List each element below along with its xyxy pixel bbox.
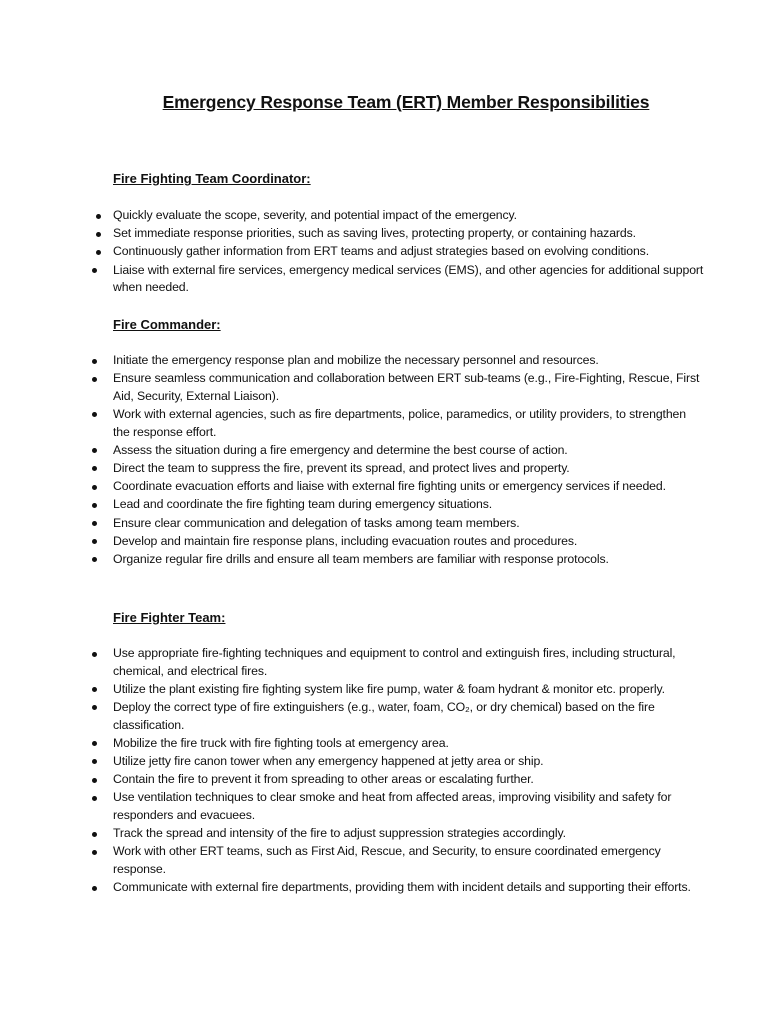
list-item: Assess the situation during a fire emergency and determine the best course of action. [0, 442, 768, 460]
bullet-icon [92, 412, 97, 417]
list-item: Work with other ERT teams, such as First Aid, Rescue, and Security, to ensure coordinated emergency response. [0, 843, 768, 878]
bullet-icon [92, 466, 97, 471]
list-item: Deploy the correct type of fire extinguishers (e.g., water, foam, CO₂, or dry chemical) based on the fire classification. [0, 699, 768, 734]
list-item: Develop and maintain fire response plans, including evacuation routes and procedures. [0, 533, 768, 551]
bullet-icon [96, 214, 101, 219]
list-item: Ensure seamless communication and collaboration between ERT sub-teams (e.g., Fire-Fighting, Rescue, First Aid, Security, External Liaison). [0, 370, 768, 405]
bullet-icon [92, 778, 97, 783]
bullet-icon [92, 485, 97, 490]
bullet-icon [92, 359, 97, 364]
list-item: Lead and coordinate the fire fighting team during emergency situations. [0, 496, 768, 514]
list-item: Coordinate evacuation efforts and liaise with external fire fighting units or emergency services if needed. [0, 478, 768, 496]
bullet-icon [92, 850, 97, 855]
section-heading-commander: Fire Commander: [113, 317, 221, 332]
list-item: Organize regular fire drills and ensure all team members are familiar with response protocols. [0, 551, 768, 569]
bullet-icon [92, 759, 97, 764]
list-item: Mobilize the fire truck with fire fighting tools at emergency area. [0, 735, 768, 753]
bullet-icon [92, 539, 97, 544]
bullet-icon [92, 377, 97, 382]
commander-responsibilities-list [0, 352, 768, 569]
list-item: Continuously gather information from ERT teams and adjust strategies based on evolving conditions. [0, 243, 768, 261]
bullet-icon [92, 705, 97, 710]
bullet-icon [92, 687, 97, 692]
list-item: Contain the fire to prevent it from spreading to other areas or escalating further. [0, 771, 768, 789]
bullet-icon [92, 886, 97, 891]
bullet-icon [92, 268, 97, 273]
list-item: Initiate the emergency response plan and mobilize the necessary personnel and resources. [0, 352, 768, 370]
bullet-icon [96, 250, 101, 255]
bullet-icon [92, 796, 97, 801]
bullet-icon [92, 503, 97, 508]
list-item: Track the spread and intensity of the fire to adjust suppression strategies accordingly. [0, 825, 768, 843]
list-item: Communicate with external fire departments, providing them with incident details and supporting their efforts. [0, 879, 768, 897]
bullet-icon [92, 652, 97, 657]
list-item: Direct the team to suppress the fire, prevent its spread, and protect lives and property. [0, 460, 768, 478]
list-item: Use ventilation techniques to clear smoke and heat from affected areas, improving visibility and safety for responders and evacuees. [0, 789, 768, 824]
list-item: Quickly evaluate the scope, severity, and potential impact of the emergency. [0, 207, 768, 225]
list-item: Utilize jetty fire canon tower when any emergency happened at jetty area or ship. [0, 753, 768, 771]
coordinator-responsibilities-list [0, 207, 768, 297]
section-heading-coordinator: Fire Fighting Team Coordinator: [113, 171, 311, 186]
fire-fighter-responsibilities-list [0, 645, 768, 897]
list-item: Use appropriate fire-fighting techniques and equipment to control and extinguish fires, including structural, chemical, and electrical fires. [0, 645, 768, 680]
list-item: Work with external agencies, such as fire departments, police, paramedics, or utility providers, to strengthen the response effort. [0, 406, 768, 441]
document-title: Emergency Response Team (ERT) Member Responsibilities [162, 92, 650, 112]
list-item: Utilize the plant existing fire fighting system like fire pump, water & foam hydrant & monitor etc. properly. [0, 681, 768, 699]
bullet-icon [92, 832, 97, 837]
section-heading-fire-fighter-team: Fire Fighter Team: [113, 610, 226, 625]
list-item: Ensure clear communication and delegation of tasks among team members. [0, 515, 768, 533]
bullet-icon [92, 521, 97, 526]
bullet-icon [92, 448, 97, 453]
list-item: Set immediate response priorities, such as saving lives, protecting property, or containing hazards. [0, 225, 768, 243]
bullet-icon [92, 557, 97, 562]
bullet-icon [92, 741, 97, 746]
list-item: Liaise with external fire services, emergency medical services (EMS), and other agencies for additional support when needed. [0, 262, 768, 297]
bullet-icon [96, 232, 101, 237]
